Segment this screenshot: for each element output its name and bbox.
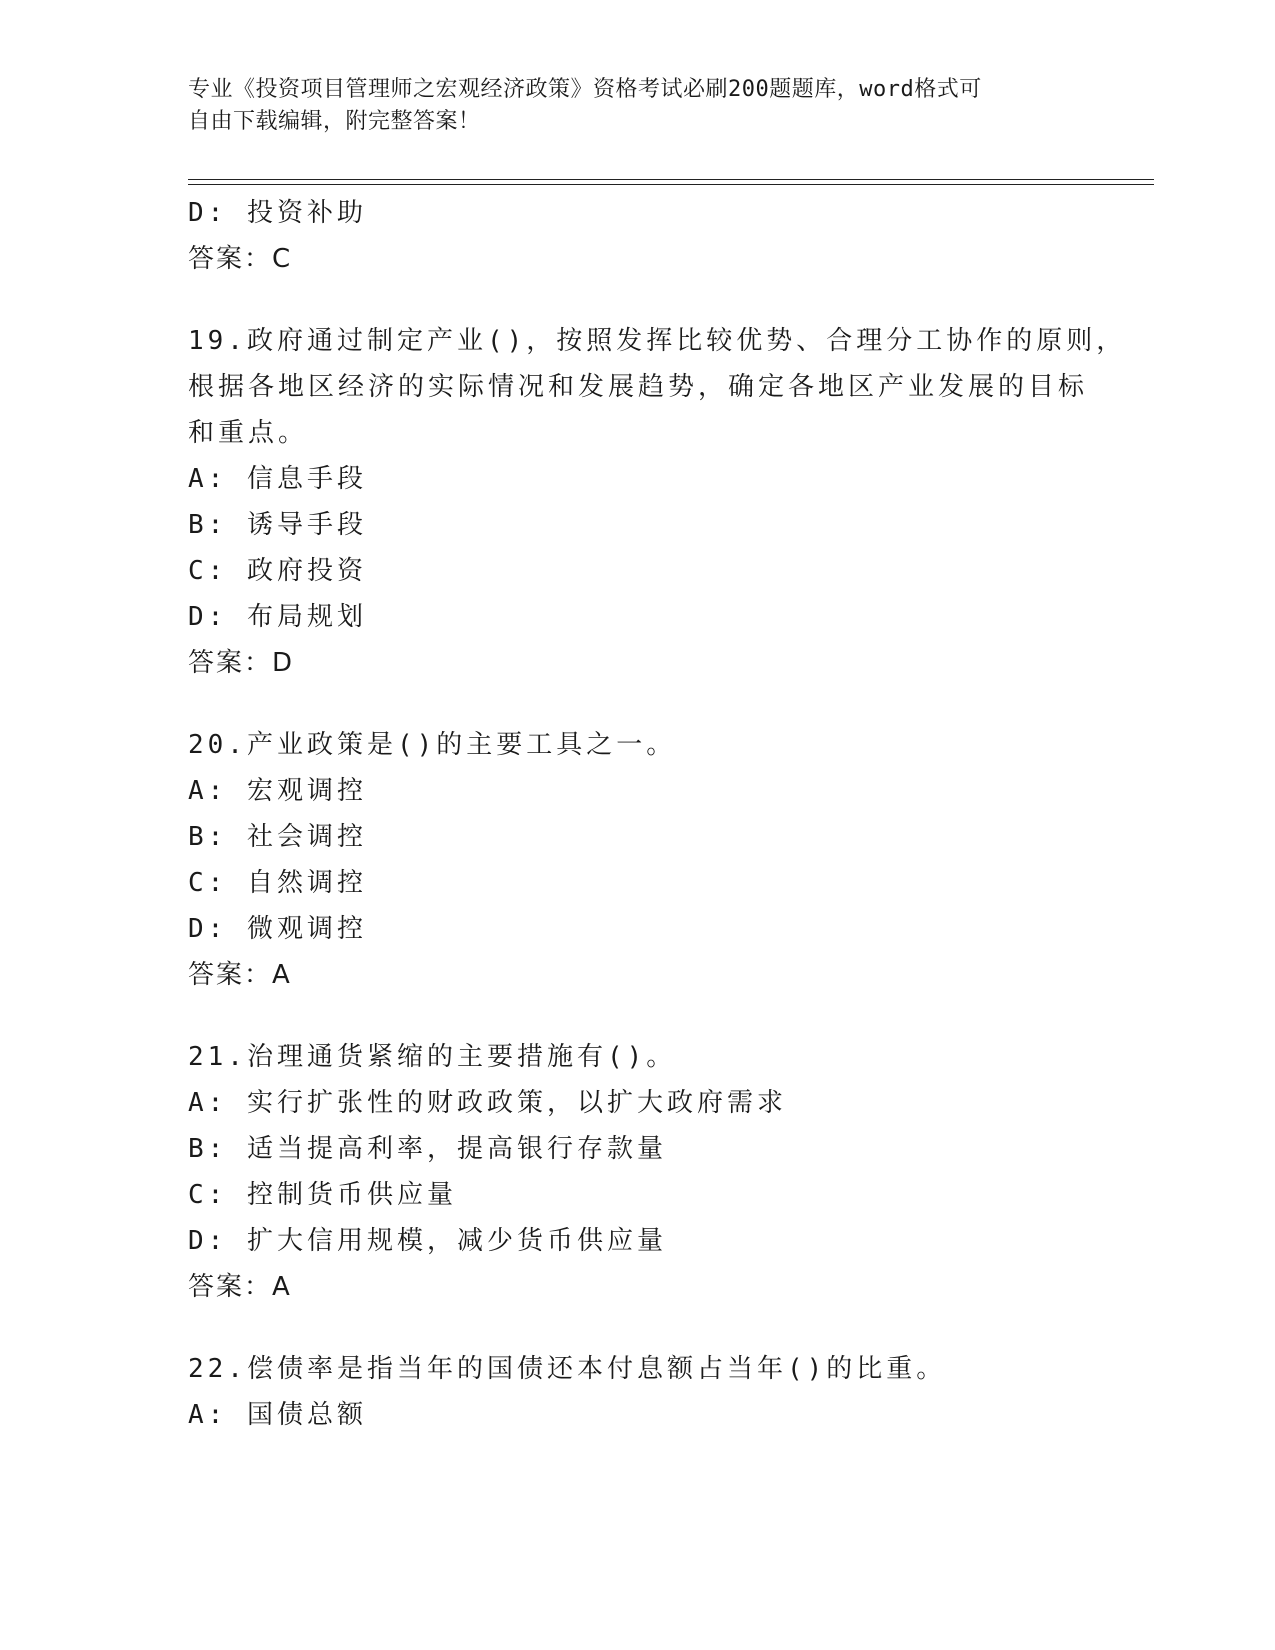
question-stem: 21.治理通货紧缩的主要措施有()。 (188, 1042, 677, 1072)
header-line-2: 自由下载编辑，附完整答案！ (188, 109, 481, 134)
option-c: C: 政府投资 (188, 556, 367, 586)
option-a: A: 国债总额 (188, 1400, 367, 1430)
option-a: A: 信息手段 (188, 464, 367, 494)
question-content (188, 190, 1127, 1438)
option-c: C: 自然调控 (188, 868, 367, 898)
question-stem: 和重点。 (188, 418, 309, 448)
question-stem: 20.产业政策是()的主要工具之一。 (188, 730, 677, 760)
option-b: B: 诱导手段 (188, 510, 367, 540)
option-b: B: 适当提高利率，提高银行存款量 (188, 1134, 667, 1164)
option-d: D: 布局规划 (188, 602, 367, 632)
option-c: C: 控制货币供应量 (188, 1180, 457, 1210)
header-divider-top (188, 179, 1154, 180)
question-18-fragment (188, 190, 1088, 282)
question-stem: 22.偿债率是指当年的国债还本付息额占当年()的比重。 (188, 1354, 947, 1384)
question-19 (188, 318, 1127, 686)
answer: 答案：C (188, 244, 293, 274)
answer: 答案：A (188, 960, 292, 990)
option-d: D: 微观调控 (188, 914, 367, 944)
option-a: A: 宏观调控 (188, 776, 367, 806)
question-21 (188, 1034, 1088, 1310)
question-22 (188, 1346, 1088, 1438)
header-divider-bottom (188, 184, 1154, 185)
question-20 (188, 722, 1088, 998)
answer: 答案：A (188, 1272, 292, 1302)
question-stem: 根据各地区经济的实际情况和发展趋势，确定各地区产业发展的目标 (188, 372, 1089, 402)
option-d: D: 投资补助 (188, 198, 367, 228)
option-b: B: 社会调控 (188, 822, 367, 852)
document-header (188, 74, 1088, 138)
header-line-1: 专业《投资项目管理师之宏观经济政策》资格考试必刷200题题库，word格式可 (188, 77, 982, 102)
option-d: D: 扩大信用规模，减少货币供应量 (188, 1226, 667, 1256)
answer: 答案：D (188, 648, 295, 678)
question-stem: 19.政府通过制定产业()，按照发挥比较优势、合理分工协作的原则， (188, 326, 1127, 356)
option-a: A: 实行扩张性的财政政策，以扩大政府需求 (188, 1088, 787, 1118)
